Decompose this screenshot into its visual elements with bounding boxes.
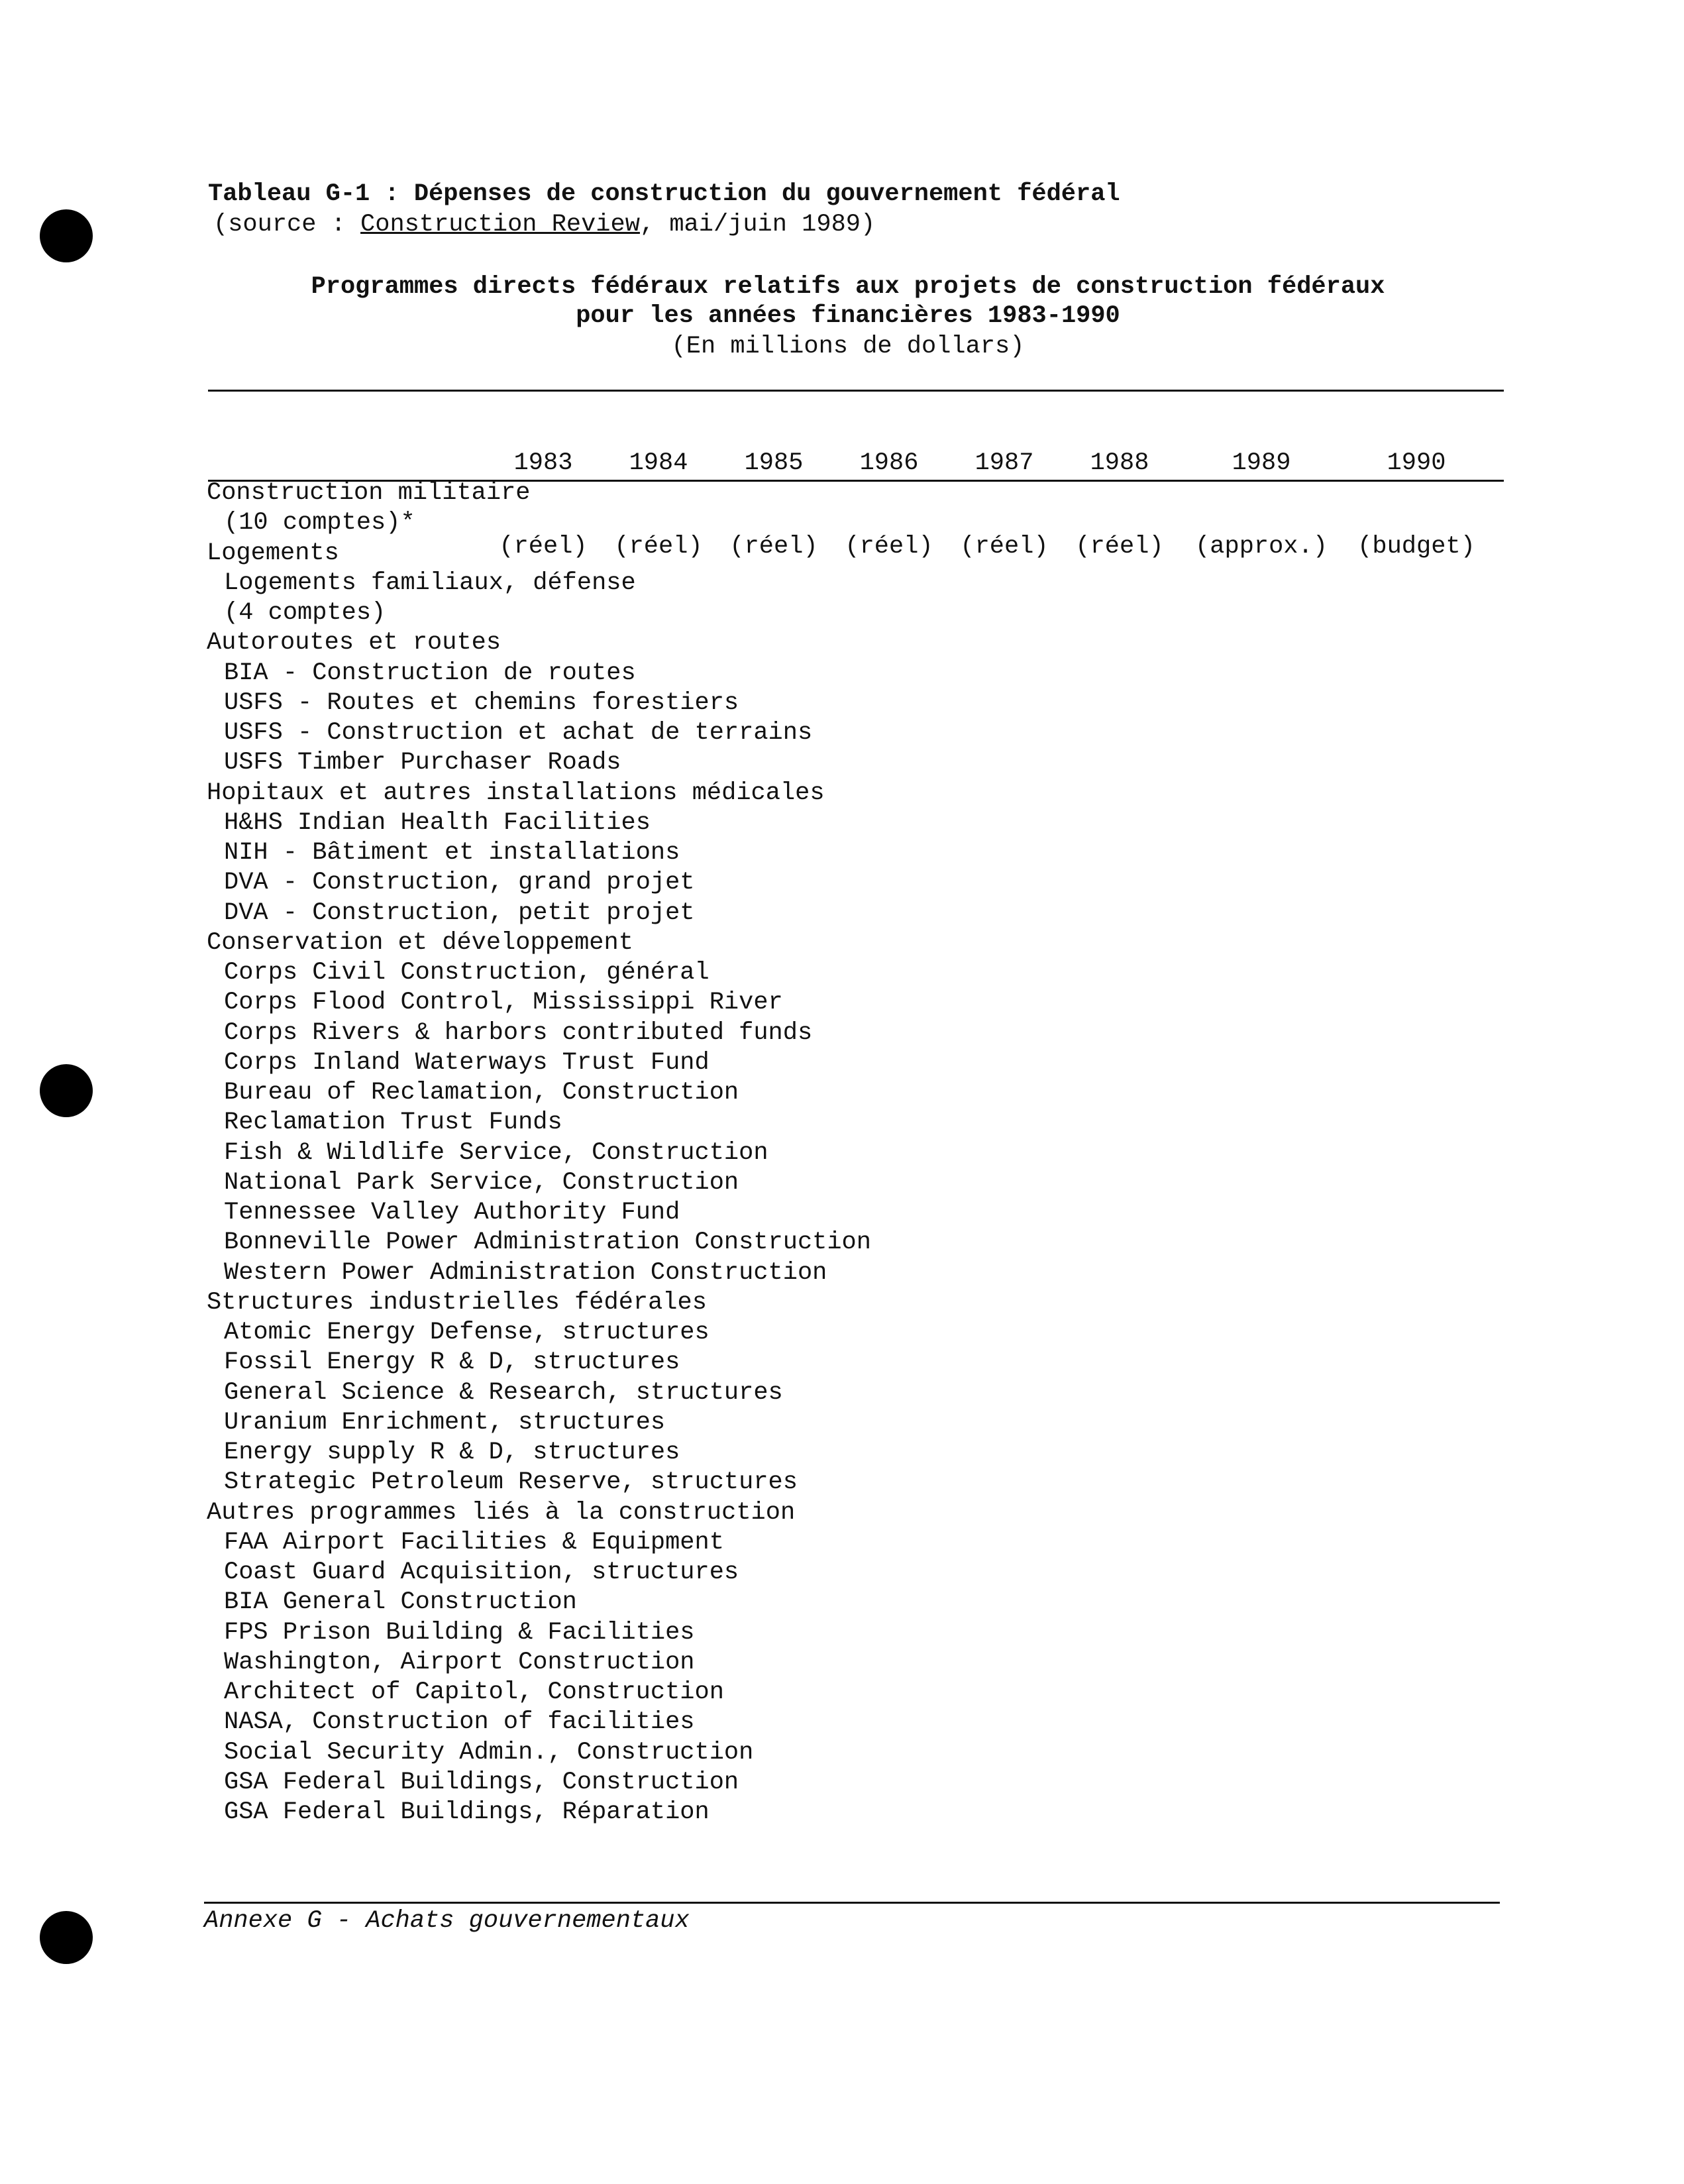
category-row-label: Autoroutes et routes [207,629,501,657]
item-row-label: Coast Guard Acquisition, structures [224,1558,739,1586]
footer-text: Annexe G - Achats gouvernementaux [204,1907,690,1935]
column-status: (réel) [1075,533,1164,561]
category-row-label: Logements [207,539,339,567]
item-row-label: FPS Prison Building & Facilities [224,1618,695,1647]
source-prefix: (source : [213,211,361,239]
item-row-label: NIH - Bâtiment et installations [224,839,680,867]
column-status: (réel) [499,533,588,561]
item-row-label: General Science & Research, structures [224,1378,783,1407]
column-year: 1985 [744,449,804,477]
item-row-label: Architect of Capitol, Construction [224,1678,724,1706]
column-status: (réel) [614,533,703,561]
item-row-label: GSA Federal Buildings, Construction [224,1768,739,1796]
column-header-1989 [1182,394,1341,616]
column-year: 1989 [1232,449,1291,477]
column-status: (budget) [1357,533,1475,561]
category-row-label: Construction militaire [207,479,531,507]
column-year: 1987 [974,449,1034,477]
column-year: 1986 [859,449,919,477]
item-row-label: DVA - Construction, grand projet [224,869,695,897]
item-row-label: FAA Airport Facilities & Equipment [224,1528,724,1556]
row-label-list [207,478,871,1828]
column-header-1988 [1067,394,1173,616]
source-publication: Construction Review [360,211,640,239]
item-row-label: DVA - Construction, petit projet [224,899,695,927]
footer-rule [204,1902,1500,1904]
item-row-label: National Park Service, Construction [224,1168,739,1197]
category-row-label: Structures industrielles fédérales [207,1288,707,1317]
category-row-label: Hopitaux et autres installations médicales [207,779,825,807]
column-year: 1983 [513,449,573,477]
item-row-label: Bonneville Power Administration Construction [224,1228,871,1257]
item-row-label: (10 comptes)* [224,509,415,537]
item-row-label: GSA Federal Buildings, Réparation [224,1798,710,1826]
item-row-label: Fish & Wildlife Service, Construction [224,1138,768,1167]
item-row-label: Strategic Petroleum Reserve, structures [224,1468,798,1497]
item-row-label: Corps Civil Construction, général [224,959,710,987]
item-row-label: USFS Timber Purchaser Roads [224,749,621,777]
item-row-label: Energy supply R & D, structures [224,1439,680,1466]
column-status: (réel) [960,533,1049,561]
category-row-label: Autres programmes liés à la construction [207,1498,796,1527]
punch-hole-top [40,209,93,262]
item-row-label: Washington, Airport Construction [224,1648,695,1676]
item-row-label: NASA, Construction of facilities [224,1708,695,1737]
item-row-label: Fossil Energy R & D, structures [224,1348,680,1377]
item-row-label: Corps Flood Control, Mississippi River [224,989,783,1017]
item-row-label: Corps Inland Waterways Trust Fund [224,1048,710,1077]
item-row-label: (4 comptes) [224,599,386,627]
table-heading-line2: pour les années financières 1983-1990 [576,302,1120,330]
item-row-label: BIA General Construction [224,1588,577,1617]
item-row-label: Uranium Enrichment, structures [224,1408,666,1437]
item-row-label: USFS - Construction et achat de terrains [224,719,813,747]
table-heading-units: (En millions de dollars) [671,333,1025,360]
item-row-label: Bureau of Reclamation, Construction [224,1079,739,1107]
item-row-label: Western Power Administration Construction [224,1258,827,1287]
column-year: 1988 [1090,449,1149,477]
punch-hole-bottom [40,1911,93,1964]
column-year: 1984 [629,449,688,477]
item-row-label: USFS - Routes et chemins forestiers [224,688,739,717]
table-heading-line1: Programmes directs fédéraux relatifs aux projets de construction fédéraux [311,273,1385,301]
item-row-label: BIA - Construction de routes [224,659,636,687]
item-row-label: H&HS Indian Health Facilities [224,808,651,837]
source-suffix: , mai/juin 1989) [639,211,876,239]
column-header-1987 [951,394,1057,616]
category-row-label: Conservation et développement [207,928,633,957]
column-status: (réel) [729,533,818,561]
column-status: (approx.) [1195,533,1328,561]
item-row-label: Tennessee Valley Authority Fund [224,1199,680,1227]
item-row-label: Reclamation Trust Funds [224,1109,562,1137]
punch-hole-middle [40,1064,93,1117]
column-header-1990 [1343,394,1489,616]
item-row-label: Atomic Energy Defense, structures [224,1319,710,1346]
column-year: 1990 [1387,449,1446,477]
item-row-label: Logements familiaux, défense [224,569,636,597]
table-source [213,211,875,239]
item-row-label: Social Security Admin., Construction [224,1738,754,1767]
table-top-rule [208,390,1504,392]
table-title: Tableau G-1 : Dépenses de construction du gouvernement fédéral [208,180,1120,208]
column-status: (réel) [845,533,933,561]
item-row-label: Corps Rivers & harbors contributed funds [224,1018,813,1047]
